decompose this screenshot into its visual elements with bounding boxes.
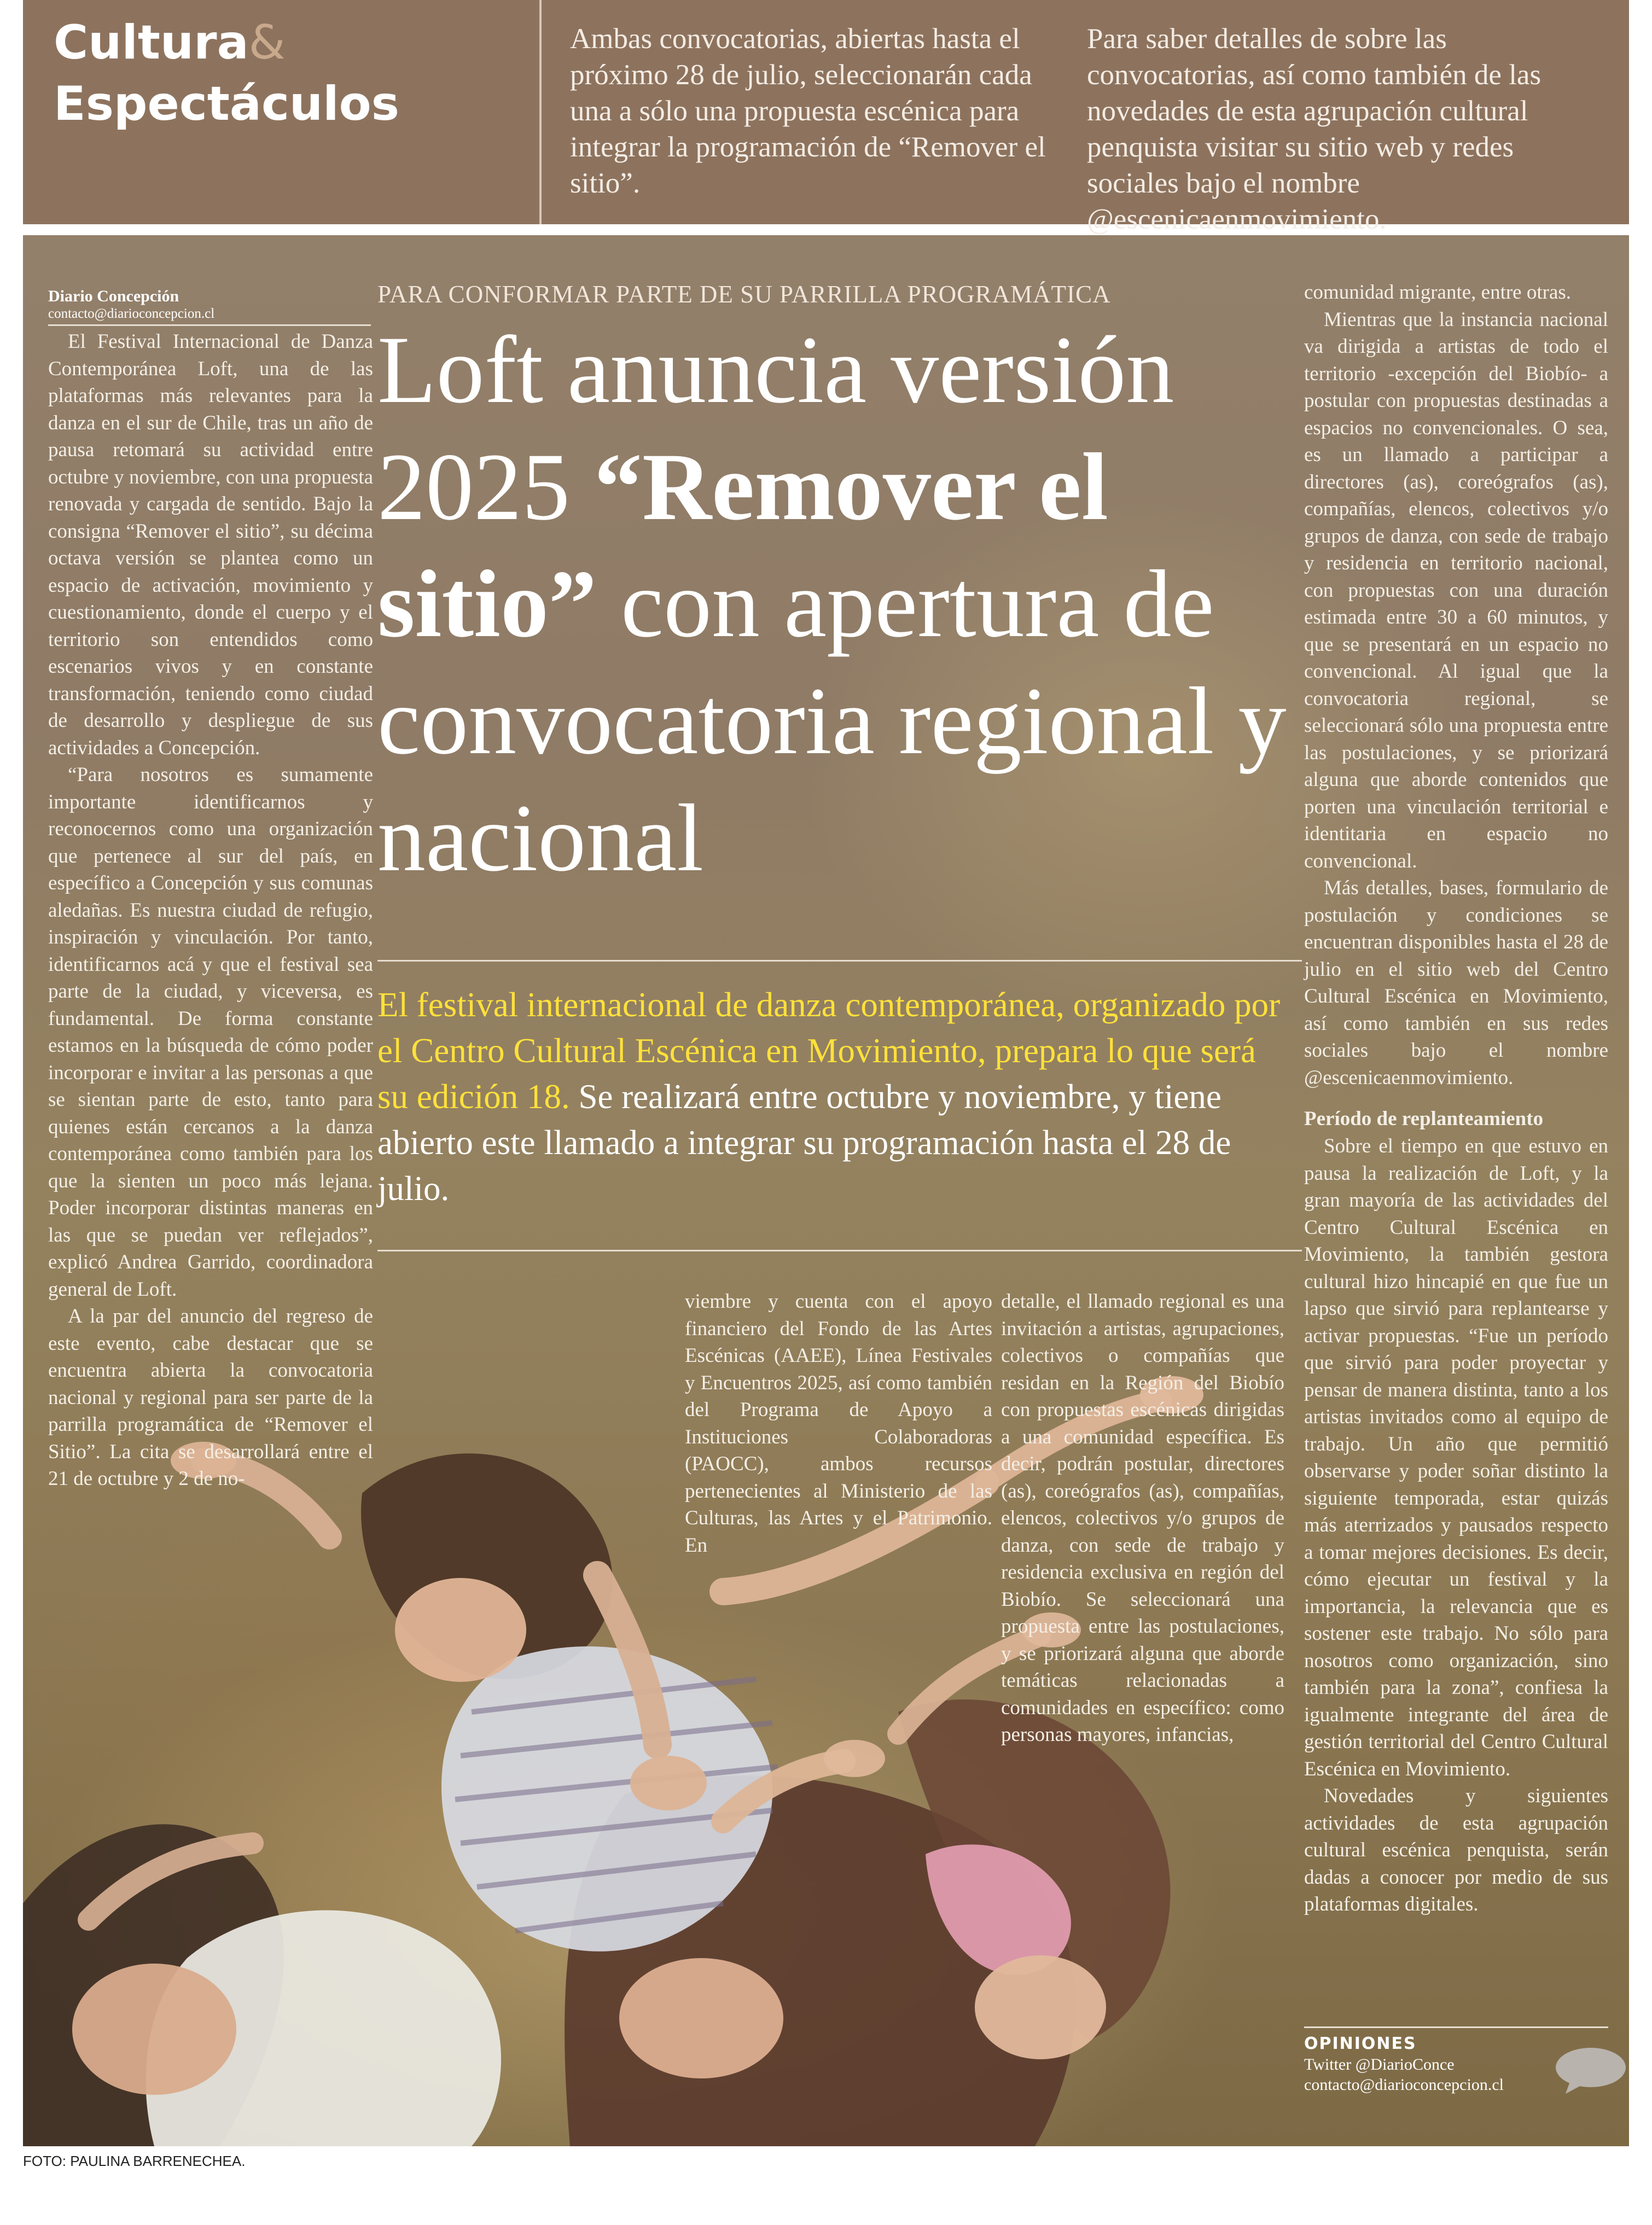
- body-paragraph: El Festival Internacional de Danza Contemporánea Loft, una de las plataformas más relevantes para la danza en el sur de Chile, tras un año de pausa retomará su actividad entre octubre y noviembre, con una propuesta renovada y cargada de sentido. Bajo la consigna “Remover el sitio”, su décima octava versión se plantea como un espacio de activación, movimiento y cuestionamiento, donde el cuerpo y el territorio son entendidos como escenarios vivos y en constante transformación, teniendo como ciudad de desarrollo y despliegue de sus actividades a Concepción.: [48, 330, 373, 759]
- byline-email: contacto@diarioconcepcion.cl: [48, 306, 215, 321]
- byline-rule: [48, 324, 371, 326]
- byline: [48, 287, 371, 326]
- section-title-ampersand: &: [248, 15, 286, 70]
- body-column-3: [1001, 1288, 1284, 1749]
- body-paragraph: comunidad migrante, entre otras.: [1304, 281, 1572, 304]
- headline-part2: con apertura de convocatoria regional y nacional: [377, 551, 1287, 892]
- subheading: Período de replanteamiento: [1304, 1108, 1544, 1130]
- body-paragraph: Novedades y siguientes actividades de esta agrupación cultural escénica penquista, serán dadas a conocer por medio de sus plataformas digitales.: [1304, 1785, 1608, 1915]
- section-title: [54, 12, 399, 135]
- body-column-1: [48, 328, 373, 1493]
- body-paragraph: Mientras que la instancia nacional va dirigida a artistas de todo el territorio -excepción del Biobío- a postular con propuestas destinadas a espacios no convencionales. O sea, es un llamado a participar a directores (as), coreógrafos (as), compañías, elencos, colectivos y/o grupos de danza, con sede de trabajo y residencia en territorio nacional, con propuestas con una duración estimada entre 30 a 60 minutos, y que se presentará en un espacio no convencional. Al igual que la convocatoria regional, se seleccionará sólo una propuesta entre las postulaciones, y se priorizará alguna que aborde contenidos que porten una vinculación territorial e identitaria en espacio no convencional.: [1304, 308, 1608, 872]
- deck-highlight: El festival internacional de danza contemporánea, organizado por el Centro Cultural Escénica en Movimiento, prepara lo que será su edición 18.: [377, 986, 1281, 1116]
- opinions-email: contacto@diarioconcepcion.cl: [1304, 2076, 1504, 2094]
- body-column-4: [1304, 279, 1608, 1918]
- headline-bold: “Remover el sitio”: [377, 434, 1108, 657]
- speech-bubble-icon: [1554, 2046, 1628, 2095]
- opinions-label: OPINIONES: [1304, 2034, 1417, 2053]
- opinions-rule: [1304, 2026, 1608, 2028]
- section-title-word2: Espectáculos: [54, 77, 399, 131]
- body-paragraph: Sobre el tiempo en que estuvo en pausa la realización de Loft, y la gran mayoría de las actividades del Centro Cultural Escénica en Movimiento, la también gestora cultural hizo hincapié en que fue un lapso que sirvió para replantearse y activar propuestas. “Fue un período que sirvió para poder proyectar y pensar de manera distinta, tanto a los artistas invitados como al equipo de trabajo. Un año que permitió observarse y poder soñar distinto la siguiente temporada, estar quizás más aterrizados y pausados respecto a tomar mejores decisiones. Es decir, cómo ejecutar un festival y la importancia, la relevancia que es sostener este trabajo. No sólo para nosotros como organización, sino también para la zona”, confiesa la igualmente integrante del área de gestión territorial del Centro Cultural Escénica en Movimiento.: [1304, 1135, 1608, 1780]
- headline-part1: Loft anuncia versión 2025: [377, 317, 1174, 540]
- section-title-word1: Cultura: [54, 15, 249, 70]
- article-panel: [23, 235, 1629, 2146]
- body-paragraph: A la par del anuncio del regreso de este evento, cabe destacar que se encuentra abierta la convocatoria nacional y regional para ser parte de la parrilla programática de “Remover el Sitio”. La cita se desarrollará entre el 21 de octubre y 2 de no-: [48, 1305, 373, 1490]
- body-paragraph: detalle, el llamado regional es una invitación a artistas, agrupaciones, colectivos o compañías que residan en la Región del Biobío con propuestas escénicas dirigidas a una comunidad específica. Es decir, podrán postular, directores (as), coreógrafos (as), compañías, elencos, colectivos y/o grupos de danza, con sede de trabajo y residencia exclusiva en región del Biobío. Se seleccionará una propuesta entre las postulaciones, y se priorizará alguna que aborde temáticas relacionadas a comunidades en específico: como personas mayores, infancias,: [1001, 1290, 1284, 1746]
- deck-rule-top: [377, 960, 1302, 962]
- byline-name: Diario Concepción: [48, 287, 179, 305]
- header-summary-left: Ambas convocatorias, abiertas hasta el próximo 28 de julio, seleccionarán cada una a sólo una propuesta escénica para integrar la programación de “Remover el sitio”.: [570, 23, 1046, 199]
- header-summary-right: Para saber detalles de sobre las convocatorias, así como también de las novedades de esta agrupación cultural penquista visitar su sitio web y redes sociales bajo el nombre @escenicaenmovimiento.: [1087, 23, 1542, 235]
- deck-rest: Se realizará entre octubre y noviembre, y tiene abierto este llamado a integrar su programación hasta el 28 de julio.: [377, 1077, 1231, 1208]
- section-header-band: [23, 0, 1629, 235]
- deck-rule-bottom: [377, 1250, 1302, 1251]
- kicker: PARA CONFORMAR PARTE DE SU PARRILLA PROGRAMÁTICA: [377, 281, 1111, 308]
- opinions-twitter: Twitter @DiarioConce: [1304, 2055, 1455, 2073]
- body-paragraph: “Para nosotros es sumamente importante identificarnos y reconocernos como una organización que pertenece al sur del país, en específico a Concepción y sus comunas aledañas. Es nuestra ciudad de refugio, inspiración y vinculación. Por tanto, identificarnos acá y que el festival sea parte de la ciudad, y viceversa, es fundamental. De forma constante estamos en la búsqueda de cómo poder incorporar e invitar a las personas a que se sientan parte de esto, tanto para quienes están cercanos a la danza contemporánea como también para los que la sienten un poco más lejana. Poder incorporar distintas maneras en las que se puedan ver reflejados”, explicó Andrea Garrido, coordinadora general de Loft.: [48, 764, 373, 1301]
- body-paragraph: Más detalles, bases, formulario de postulación y condiciones se encuentran disponibles hasta el 28 de julio en el sitio web del Centro Cultural Escénica en Movimiento, así como también en sus redes sociales bajo el nombre @escenicaenmovimiento.: [1304, 877, 1608, 1089]
- body-paragraph: viembre y cuenta con el apoyo financiero del Fondo de las Artes Escénicas (AAEE), Línea Festivales y Encuentros 2025, así como también del Programa de Apoyo a Instituciones Colaboradoras (PAOCC), ambos recursos pertenecientes al Ministerio de las Culturas, las Artes y el Patrimonio. En: [685, 1290, 992, 1557]
- header-divider: [539, 0, 542, 224]
- deck: [377, 982, 1291, 1211]
- photo-credit: FOTO: PAULINA BARRENECHEA.: [23, 2153, 246, 2169]
- headline: [377, 312, 1296, 897]
- body-column-2: [685, 1288, 992, 1559]
